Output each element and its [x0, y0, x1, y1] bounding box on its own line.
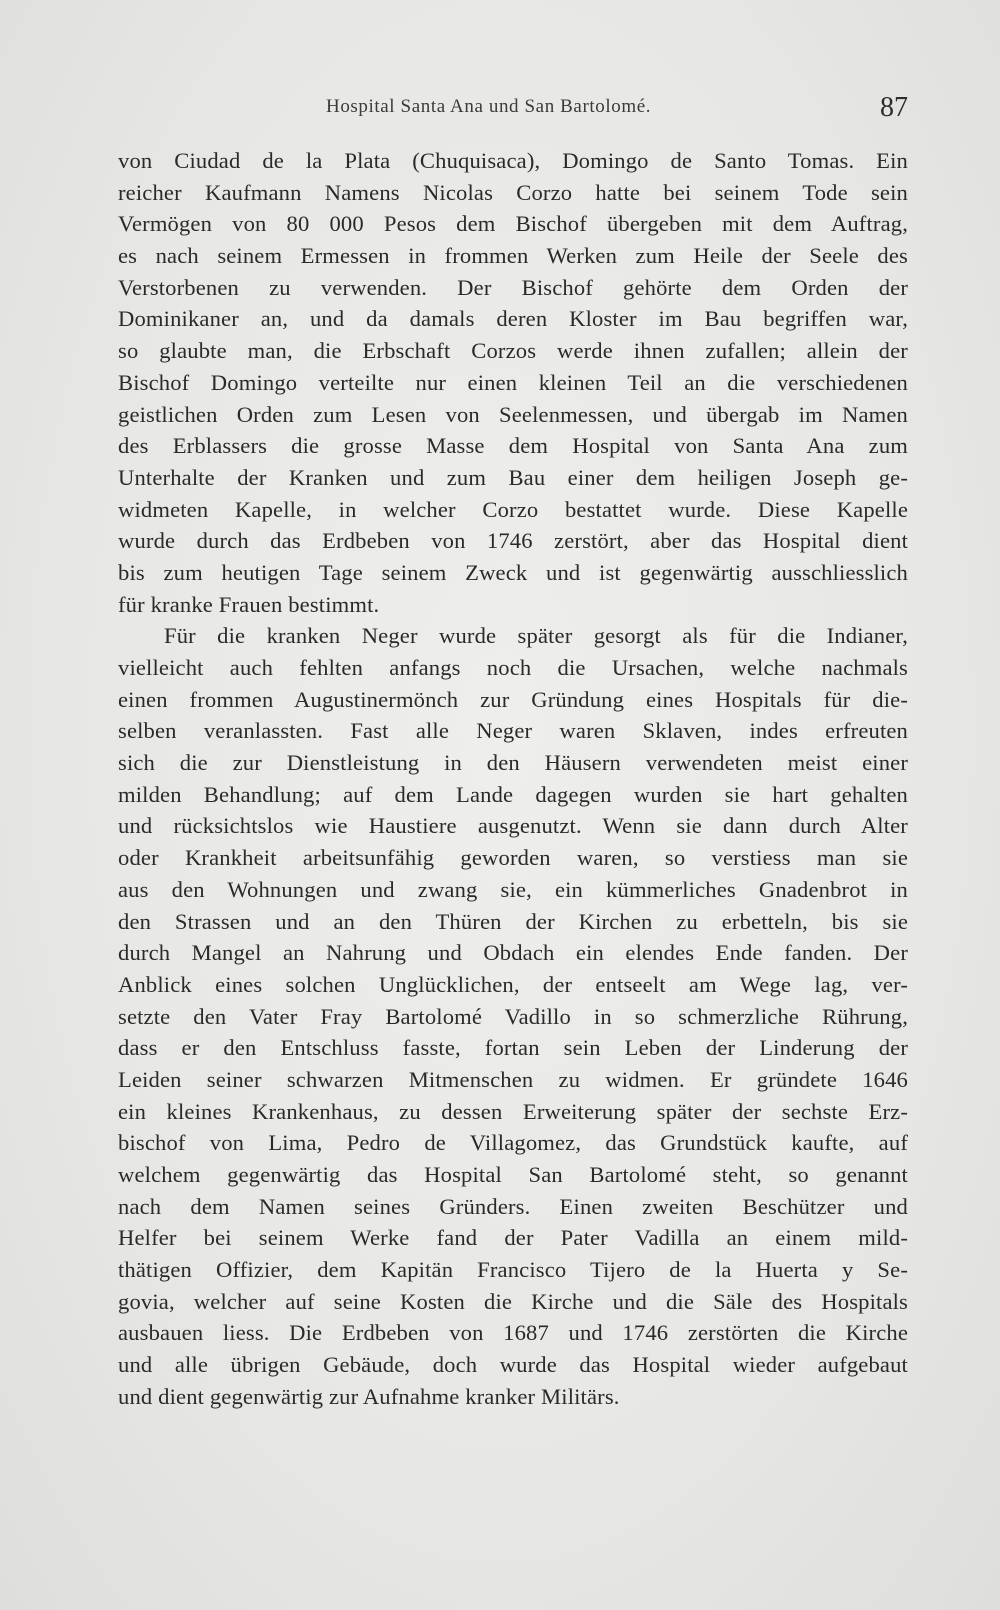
- text-line: Dominikaner an, und da damals deren Kloster im Bau begriffen war,: [118, 306, 908, 332]
- running-head-title: Hospital Santa Ana und San Bartolomé.: [326, 96, 652, 117]
- paragraph: [118, 620, 908, 1412]
- text-line: aus den Wohnungen und zwang sie, ein kümmerliches Gnadenbrot in: [118, 876, 908, 902]
- text-line: bis zum heutigen Tage seinem Zweck und ist gegenwärtig ausschliesslich: [118, 559, 908, 585]
- text-line: welchem gegenwärtig das Hospital San Bartolomé steht, so genannt: [118, 1162, 908, 1187]
- text-line: setzte den Vater Fray Bartolomé Vadillo in so schmerzliche Rührung,: [118, 1003, 908, 1029]
- text-line: Verstorbenen zu verwenden. Der Bischof gehörte dem Orden der: [118, 274, 908, 300]
- text-line: und alle übrigen Gebäude, doch wurde das Hospital wieder aufgebaut: [118, 1352, 908, 1378]
- text-line: den Strassen und an den Thüren der Kirchen zu erbetteln, bis sie: [118, 908, 908, 934]
- text-line: widmeten Kapelle, in welcher Corzo bestattet wurde. Diese Kapelle: [118, 496, 908, 522]
- text-line: Leiden seiner schwarzen Mitmenschen zu widmen. Er gründete 1646: [118, 1066, 908, 1092]
- text-line: ausbauen liess. Die Erdbeben von 1687 und 1746 zerstörten die Kirche: [118, 1320, 908, 1346]
- text-line: so glaubte man, die Erbschaft Corzos werde ihnen zufallen; allein der: [118, 338, 908, 364]
- text-line: Anblick eines solchen Unglücklichen, der entseelt am Wege lag, ver-: [118, 971, 908, 997]
- text-line: geistlichen Orden zum Lesen von Seelenmessen, und übergab im Namen: [118, 401, 908, 427]
- paragraph: [118, 145, 908, 620]
- text-line: von Ciudad de la Plata (Chuquisaca), Domingo de Santo Tomas. Ein: [118, 148, 908, 173]
- text-line: wurde durch das Erdbeben von 1746 zerstört, aber das Hospital dient: [118, 528, 908, 554]
- running-header: [118, 92, 908, 132]
- text-line: Für die kranken Neger wurde später gesorgt als für die Indianer,: [164, 623, 908, 649]
- text-line: für kranke Frauen bestimmt.: [118, 591, 380, 617]
- text-line: dass er den Entschluss fasste, fortan sein Leben der Linderung der: [118, 1035, 908, 1061]
- text-line: Unterhalte der Kranken und zum Bau einer dem heiligen Joseph ge-: [118, 464, 908, 490]
- text-line: govia, welcher auf seine Kosten die Kirche und die Säle des Hospitals: [118, 1288, 908, 1314]
- body-text: [118, 145, 908, 1413]
- text-line: und rücksichtslos wie Haustiere ausgenutzt. Wenn sie dann durch Alter: [118, 813, 908, 839]
- text-line: oder Krankheit arbeitsunfähig geworden waren, so verstiess man sie: [118, 845, 908, 871]
- text-line: thätigen Offizier, dem Kapitän Francisco Tijero de la Huerta y Se-: [118, 1257, 908, 1283]
- text-line: Bischof Domingo verteilte nur einen kleinen Teil an die verschiedenen: [118, 369, 908, 395]
- text-line: vielleicht auch fehlten anfangs noch die Ursachen, welche nachmals: [118, 655, 908, 680]
- text-line: Vermögen von 80 000 Pesos dem Bischof übergeben mit dem Auftrag,: [118, 211, 908, 237]
- text-line: durch Mangel an Nahrung und Obdach ein elendes Ende fanden. Der: [118, 940, 908, 966]
- text-line: reicher Kaufmann Namens Nicolas Corzo hatte bei seinem Tode sein: [118, 179, 908, 205]
- text-line: milden Behandlung; auf dem Lande dagegen wurden sie hart gehalten: [118, 781, 908, 807]
- page-number: 87: [880, 92, 908, 123]
- text-line: nach dem Namen seines Gründers. Einen zweiten Beschützer und: [118, 1193, 908, 1219]
- text-line: einen frommen Augustinermönch zur Gründung eines Hospitals für die-: [118, 686, 908, 712]
- text-line: ein kleines Krankenhaus, zu dessen Erweiterung später der sechste Erz-: [118, 1098, 908, 1124]
- text-line: des Erblassers die grosse Masse dem Hospital von Santa Ana zum: [118, 433, 908, 459]
- text-line: und dient gegenwärtig zur Aufnahme kranker Militärs.: [118, 1383, 620, 1409]
- text-line: sich die zur Dienstleistung in den Häusern verwendeten meist einer: [118, 750, 908, 776]
- text-line: Helfer bei seinem Werke fand der Pater Vadilla an einem mild-: [118, 1225, 908, 1251]
- text-line: es nach seinem Ermessen in frommen Werken zum Heile der Seele des: [118, 243, 908, 269]
- text-line: bischof von Lima, Pedro de Villagomez, das Grundstück kaufte, auf: [118, 1130, 908, 1156]
- text-line: selben veranlassten. Fast alle Neger waren Sklaven, indes erfreuten: [118, 718, 908, 744]
